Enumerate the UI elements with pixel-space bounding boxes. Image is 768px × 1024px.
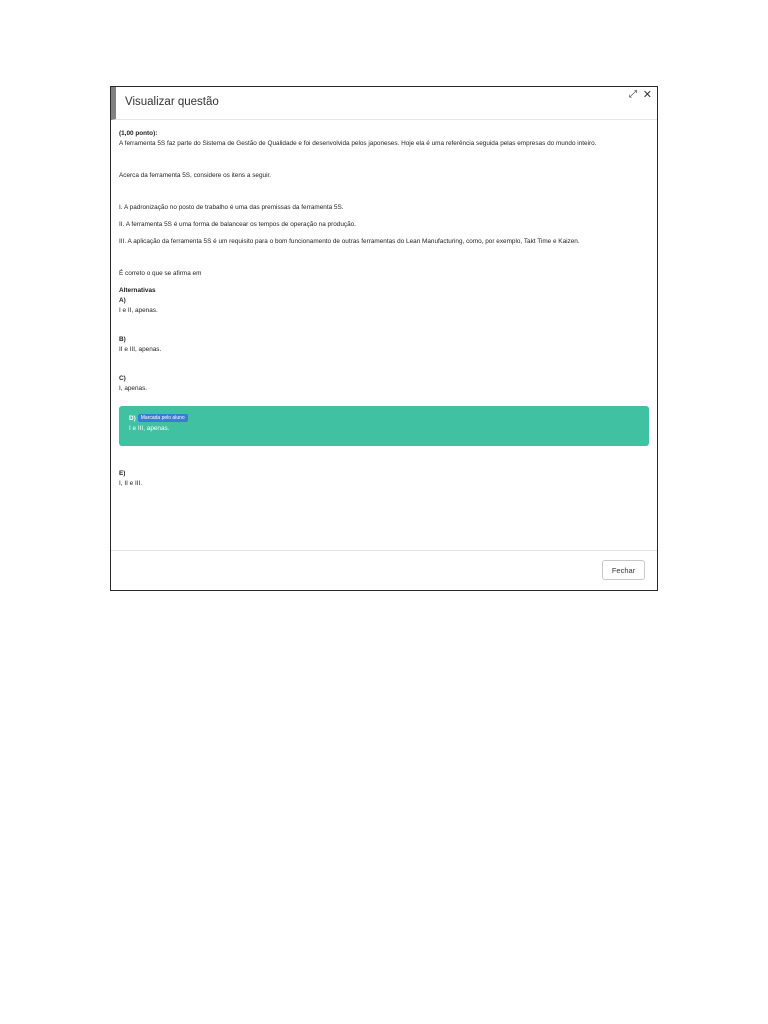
question-item-3: III. A aplicação da ferramenta 5S é um requisito para o bom funcionamento de outras ferramentas do Lean Manufacturing, como, por exemplo, Takt Time e Kaizen. [119,238,580,245]
alternative-letter: D) [129,415,136,422]
question-modal [110,86,658,591]
question-points: (1,00 ponto): [119,130,158,137]
modal-footer-divider [111,550,657,551]
alternative-letter: C) [119,375,126,382]
alternative-letter: B) [119,336,126,343]
expand-icon[interactable]: ⤢ [629,89,637,100]
marked-by-student-badge: Marcada pelo aluno [138,414,188,422]
close-icon[interactable]: ✕ [642,89,652,101]
question-intro: A ferramenta 5S faz parte do Sistema de Gestão de Qualidade e foi desenvolvida pelos japoneses. Hoje ela é uma referência seguida pelas empresas do mundo inteiro. [119,140,597,147]
alternative-text: I, II e III. [119,480,143,487]
alternative-text: I e III, apenas. [129,425,170,432]
question-item-2: II. A ferramenta 5S é uma forma de balancear os tempos de operação na produção. [119,221,356,228]
alternative-text: I e II, apenas. [119,307,158,314]
alternative-text: II e III, apenas. [119,346,162,353]
alternative-letter: E) [119,470,126,477]
question-statement: É correto o que se afirma em [119,270,202,277]
modal-body [119,129,649,489]
modal-header [111,87,657,120]
question-item-1: I. A padronização no posto de trabalho é uma das premissas da ferramenta 5S. [119,204,344,211]
alternative-text: I, apenas. [119,385,148,392]
alternative-e[interactable] [119,469,649,489]
alternative-letter: A) [119,297,126,304]
close-button[interactable]: Fechar [602,560,645,580]
alternative-d-selected[interactable] [119,406,649,446]
modal-title: Visualizar questão [125,96,219,108]
question-prompt: Acerca da ferramenta 5S, considere os itens a seguir. [119,172,272,179]
alternative-a[interactable] [119,296,649,316]
alternatives-title: Alternativas [119,287,156,294]
alternative-c[interactable] [119,374,649,394]
alternative-b[interactable] [119,335,649,355]
